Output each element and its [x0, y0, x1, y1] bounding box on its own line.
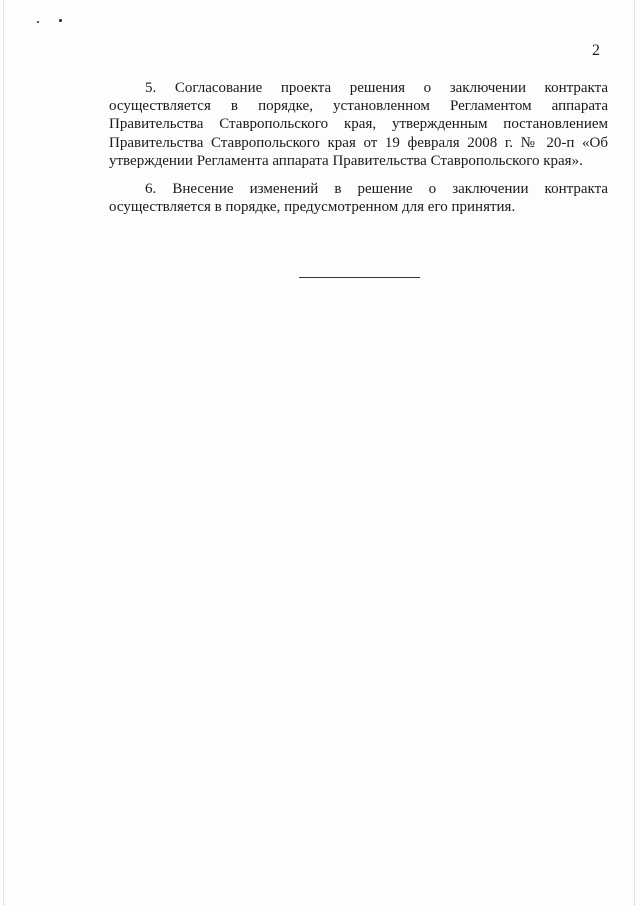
scan-edge-left — [3, 0, 4, 905]
scan-speck — [59, 19, 62, 22]
paragraph-5: 5. Согласование проекта решения о заключении контракта осуществляется в порядке, установленном Регламентом аппарата Правительства Ставропольского края, утвержденным постановлением Правительства Ставропольского края от 19 февраля 2008 г. № 20-п «Об утверждении Регламента аппарата Правительства Ставропольского края». — [109, 80, 608, 169]
page-number: 2 — [592, 42, 600, 59]
scan-speck — [37, 21, 39, 23]
end-of-text-rule — [299, 277, 420, 278]
scan-edge-right — [634, 0, 635, 905]
paragraph-6: 6. Внесение изменений в решение о заключении контракта осуществляется в порядке, предусмотренном для его принятия. — [109, 181, 608, 216]
